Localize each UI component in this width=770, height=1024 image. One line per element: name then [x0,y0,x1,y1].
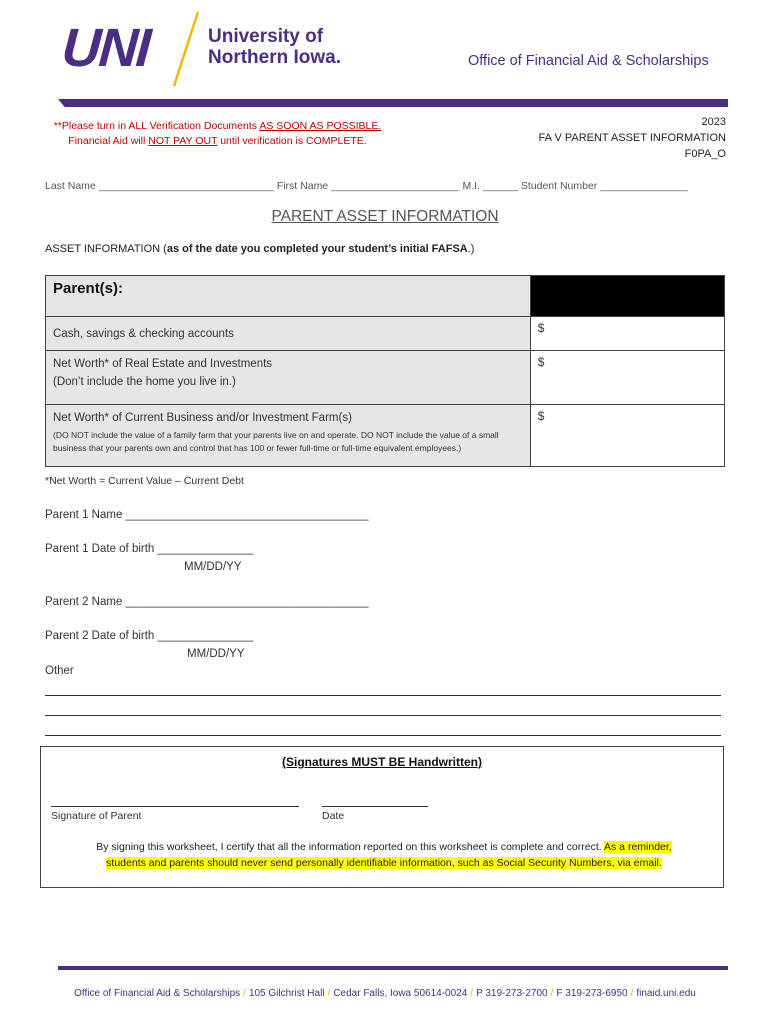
footer-sep: / [630,988,634,999]
form-year: 2023 [701,116,726,128]
cash-label: Cash, savings & checking accounts [53,328,234,340]
header-band [58,99,728,107]
footer-sep: / [470,988,474,999]
parent1-dob-format: MM/DD/YY [184,561,242,573]
parent1-name-field[interactable]: Parent 1 Name ______________________________________ [45,509,369,521]
wordmark-line1: University of [208,26,324,47]
mi-field[interactable]: M.I. ______ [462,180,518,192]
parent-signature-label: Signature of Parent [51,810,142,822]
verification-notice [40,119,395,149]
date-label: Date [322,810,345,822]
table-header-row [46,276,725,317]
real-estate-label: Net Worth* of Real Estate and Investments [53,358,273,370]
form-name: FA V PARENT ASSET INFORMATION [538,132,726,144]
table-row [46,317,725,351]
networth-note: *Net Worth = Current Value – Current Debt [45,475,244,487]
footer-city: Cedar Falls, Iowa 50614-0024 [333,988,468,999]
table-row [46,351,725,405]
notice-line2-suffix: until verification is COMPLETE. [217,135,367,147]
other-line-3[interactable] [45,735,721,736]
student-number-field[interactable]: Student Number _______________ [520,180,688,192]
certification-text [57,839,711,871]
notice-line1-text: **Please turn in ALL Verification Documents [53,120,260,132]
parent2-dob-format: MM/DD/YY [187,648,245,660]
header-black-cell [530,276,724,317]
section-title [0,208,770,226]
section-title-text: PARENT ASSET INFORMATION [271,208,499,225]
signature-box [40,746,724,888]
uni-logo-mark: UNI [59,18,152,78]
footer-phone: P 319-273-2700 [476,988,548,999]
footer-band [58,966,728,970]
footer-web-link[interactable]: finaid.uni.edu [636,988,696,999]
table-row [46,405,725,467]
business-amount-field[interactable]: $ [530,405,724,467]
row-label [46,351,531,405]
wordmark-line2: Northern Iowa. [208,47,342,68]
logo-slash-icon [168,10,202,90]
parent2-name-field[interactable]: Parent 2 Name ______________________________________ [45,596,369,608]
parent1-dob-field[interactable]: Parent 1 Date of birth _______________ [45,543,254,555]
business-sub: (DO NOT include the value of a family farm that your parents live on and operate. DO NOT include the value of a small business that your parents own and control that has 100 or fewer full-time or full-time equivalent employees.) [53,430,499,453]
notice-line2 [40,134,395,149]
asset-table [45,275,725,467]
asset-intro-suffix: .) [467,243,475,255]
office-title: Office of Financial Aid & Scholarships [468,53,709,69]
business-label: Net Worth* of Current Business and/or Investment Farm(s) [53,412,352,424]
real-estate-sub: (Don’t include the home you live in.) [53,376,236,388]
footer-address: 105 Gilchrist Hall [248,988,325,999]
footer-sep: / [243,988,246,999]
form-code: F0PA_O [684,148,726,160]
other-line-1[interactable] [45,695,721,696]
footer-sep: / [327,988,331,999]
asset-intro-bold: as of the date you completed your student’s initial FAFSA [166,243,468,255]
form-identifier [539,114,726,162]
notice-line2-text: Financial Aid will [68,135,149,147]
notice-line1-emph: AS SOON AS POSSIBLE. [259,120,382,132]
footer-office: Office of Financial Aid & Scholarships [74,988,241,999]
notice-line1 [40,119,395,134]
parents-header: Parent(s): [46,276,531,317]
real-estate-amount-field[interactable]: $ [530,351,724,405]
last-name-field[interactable]: Last Name ______________________________ [45,180,274,192]
university-wordmark [208,26,341,68]
date-line[interactable] [322,806,428,807]
asset-intro-prefix: ASSET INFORMATION ( [45,243,167,255]
certify-highlight-2: students and parents should never send personally identifiable information, such as Social Security Numbers, via email. [106,857,662,869]
row-label [46,405,531,467]
student-name-line [45,180,688,192]
row-label [46,317,531,351]
asset-intro [45,243,474,255]
footer-fax: F 319-273-6950 [556,988,628,999]
cash-amount-field[interactable]: $ [530,317,724,351]
parent-signature-line[interactable] [51,806,299,807]
certify-plain: By signing this worksheet, I certify that all the information reported on this worksheet is complete and correct. [96,841,605,853]
footer-sep: / [550,988,554,999]
footer-contact [0,988,770,999]
certify-highlight-1: As a reminder, [604,841,672,853]
notice-line2-emph: NOT PAY OUT [148,135,218,147]
signature-title: (Signatures MUST BE Handwritten) [281,755,482,769]
other-line-2[interactable] [45,715,721,716]
first-name-field[interactable]: First Name ______________________ [276,180,460,192]
parent2-dob-field[interactable]: Parent 2 Date of birth _______________ [45,630,254,642]
other-label: Other [45,665,74,677]
